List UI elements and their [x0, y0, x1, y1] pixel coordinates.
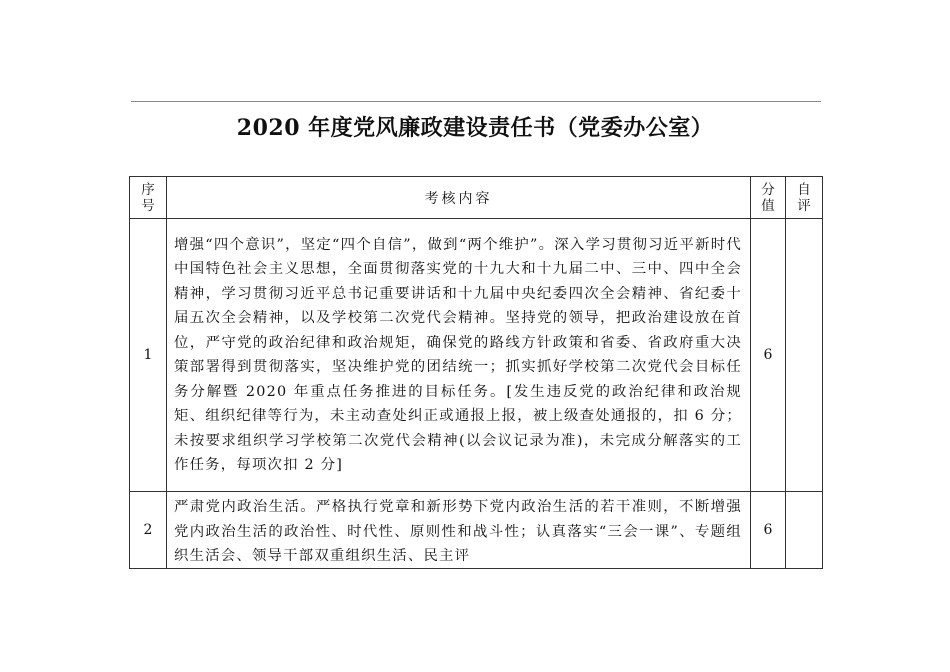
header-self-eval-char2: 评: [797, 197, 811, 214]
top-rule: [131, 101, 821, 102]
row-index: 2: [130, 492, 167, 569]
header-score: [751, 177, 786, 219]
header-index-char2: 号: [141, 197, 155, 214]
header-index: [130, 177, 167, 219]
table-row: [130, 492, 823, 569]
table-row: [130, 219, 823, 492]
header-score-char2: 值: [761, 197, 775, 214]
header-self-eval-char1: 自: [797, 181, 811, 198]
header-score-char1: 分: [761, 181, 775, 198]
responsibility-table: [129, 176, 823, 569]
table-header-row: [130, 177, 823, 219]
row-score: 6: [751, 492, 786, 569]
row-self-eval: [786, 219, 823, 492]
header-content: [167, 177, 751, 219]
row-self-eval: [786, 492, 823, 569]
row-index: 1: [130, 219, 167, 492]
header-index-char1: 序: [141, 181, 155, 198]
header-self-eval: [786, 177, 823, 219]
document-title: 2020 年度党风廉政建设责任书（党委办公室）: [236, 115, 714, 141]
row-content-cell: [167, 492, 751, 569]
row-content: 严肃党内政治生活。严格执行党章和新形势下党内政治生活的若干准则，不断增强党内政治生活的政治性、时代性、原则性和战斗性；认真落实“三会一课”、专题组织生活会、领导干部双重组织生活、民主评: [174, 499, 742, 564]
header-content-label: 考核内容: [424, 190, 493, 207]
row-content: 增强“四个意识”，坚定“四个自信”，做到“两个维护”。深入学习贯彻习近平新时代中国特色社会主义思想，全面贯彻落实党的十九大和十九届二中、三中、四中全会精神，学习贯彻习近平总书记重要讲话和十九届中央纪委四次全会精神、省纪委十届五次全会精神，以及学校第二次党代会精神。坚持党的领导，把政治建设放在首位，严守党的政治纪律和政治规矩，确保党的路线方针政策和省委、省政府重大决策部署得到贯彻落实，坚决维护党的团结统一；抓实抓好学校第二次党代会目标任务分解暨 2020 年重点任务推进的目标任务。[发生违反党的政治纪律和政治规矩、组织纪律等行为，未主动查处纠正或通报上报，被上级查处通报的，扣 6 分；未按要求组织学习学校第二次党代会精神(以会议记录为准)，未完成分解落实的工作任务，每项次扣 2 分]: [167, 219, 751, 492]
row-score: 6: [751, 219, 786, 492]
